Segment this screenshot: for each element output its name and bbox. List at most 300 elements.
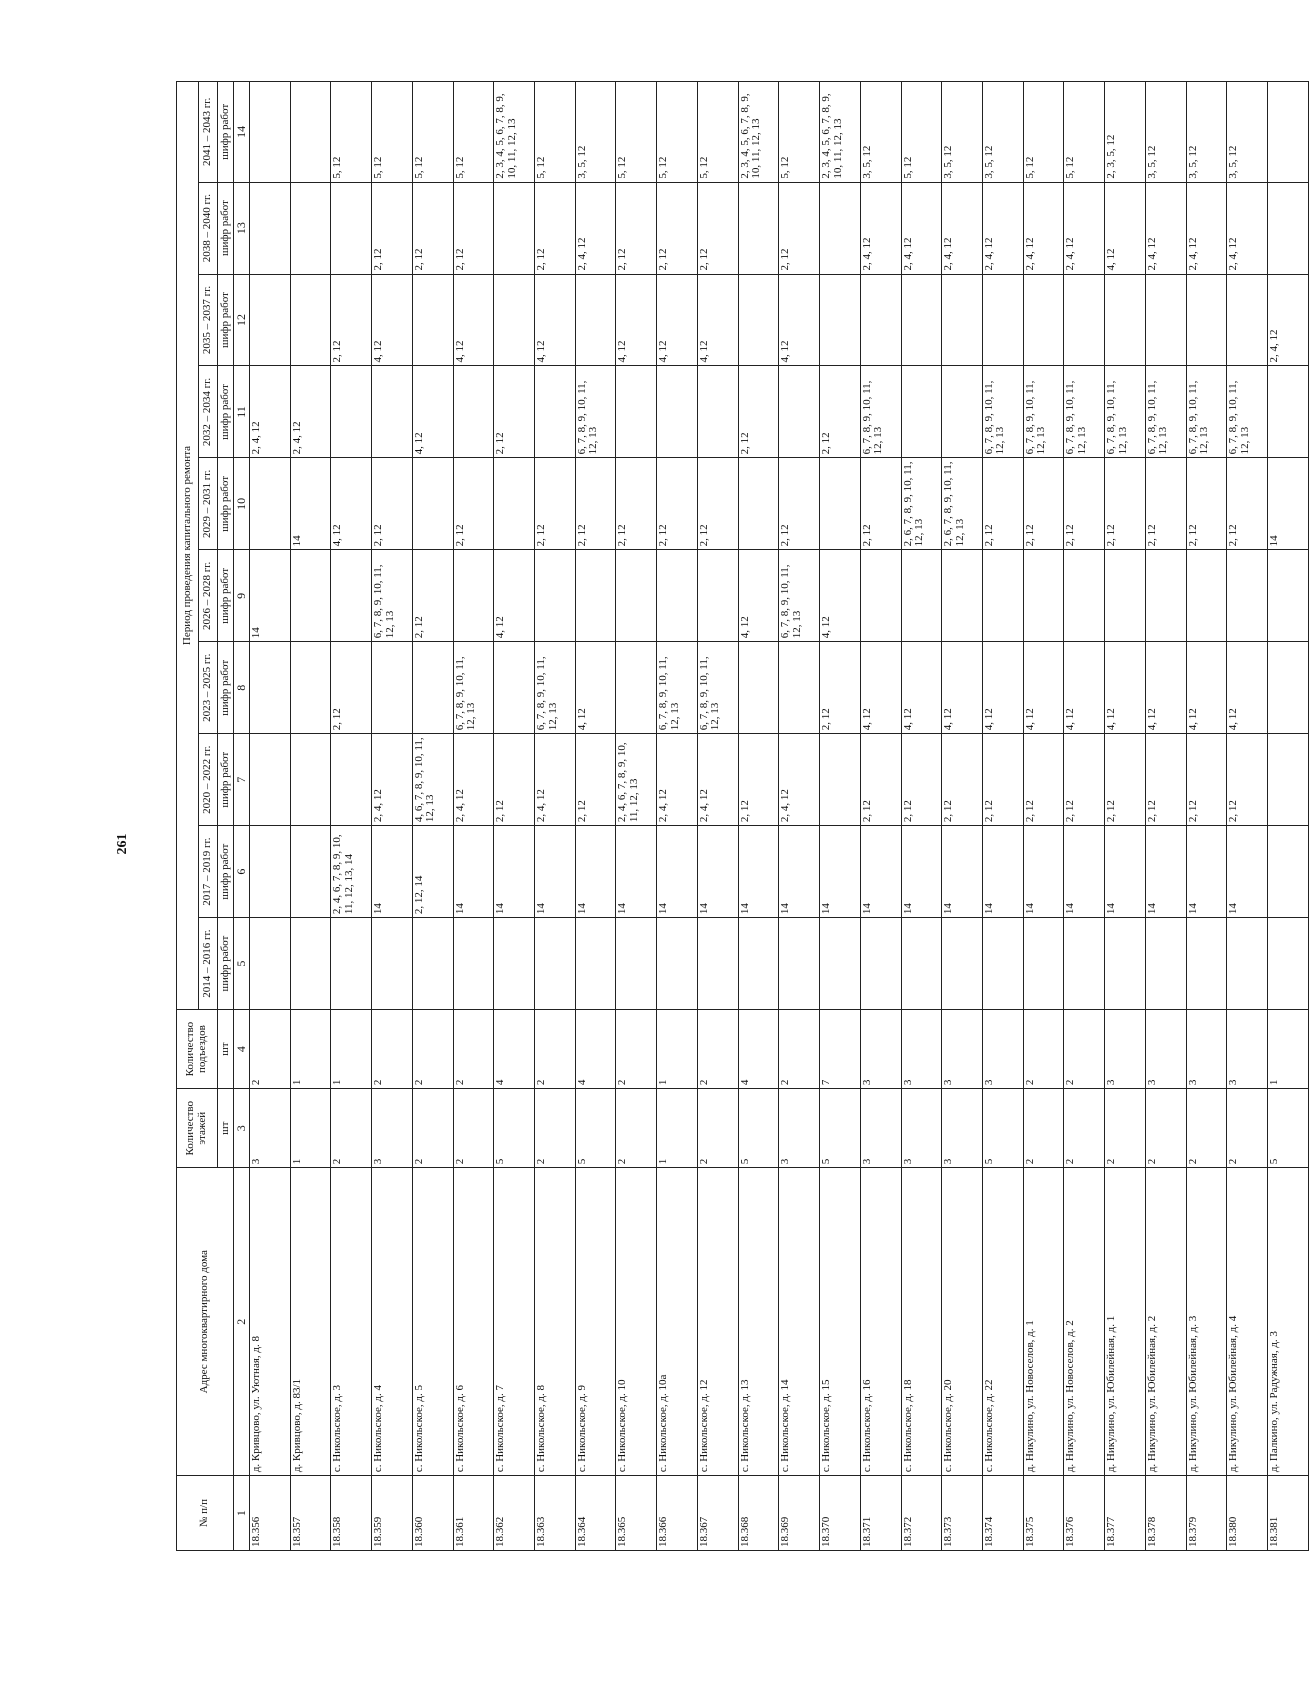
code-label: шифр работ bbox=[218, 550, 234, 642]
row-floors: 2 bbox=[412, 1089, 453, 1168]
row-number: 18.369 bbox=[779, 1476, 820, 1551]
header-unit-entrances: шт bbox=[218, 1010, 234, 1089]
work-codes-cell: 2, 4, 12 bbox=[1064, 182, 1105, 274]
work-codes-cell: 3, 5, 12 bbox=[575, 82, 616, 183]
work-codes-cell: 5, 12 bbox=[535, 82, 576, 183]
row-address: д. Никулино, ул. Юбилейная, д. 3 bbox=[1186, 1168, 1227, 1476]
work-codes-cell: 2, 12 bbox=[1227, 734, 1268, 826]
work-codes-cell bbox=[657, 550, 698, 642]
work-codes-cell bbox=[250, 642, 291, 734]
code-label: шифр работ bbox=[218, 182, 234, 274]
code-label: шифр работ bbox=[218, 82, 234, 183]
row-address: с. Никольское, д. 15 bbox=[820, 1168, 861, 1476]
work-codes-cell: 2, 12 bbox=[372, 182, 413, 274]
row-floors: 3 bbox=[779, 1089, 820, 1168]
work-codes-cell: 2, 4, 12 bbox=[1186, 182, 1227, 274]
work-codes-cell bbox=[1267, 82, 1308, 183]
row-floors: 3 bbox=[250, 1089, 291, 1168]
row-entrances: 3 bbox=[942, 1010, 983, 1089]
table-row bbox=[860, 82, 901, 1551]
work-codes-cell: 4, 12 bbox=[412, 366, 453, 458]
work-codes-cell bbox=[290, 918, 331, 1010]
work-codes-cell bbox=[1105, 550, 1146, 642]
work-codes-cell: 14 bbox=[1145, 826, 1186, 918]
work-codes-cell: 6, 7, 8, 9, 10, 11, 12, 13 bbox=[1145, 366, 1186, 458]
row-number: 18.378 bbox=[1145, 1476, 1186, 1551]
row-address: с. Никольское, д. 22 bbox=[982, 1168, 1023, 1476]
row-address: с. Никольское, д. 13 bbox=[738, 1168, 779, 1476]
row-address: с. Никольское, д. 6 bbox=[453, 1168, 494, 1476]
work-codes-cell: 2, 4, 12 bbox=[1023, 182, 1064, 274]
row-entrances: 2 bbox=[250, 1010, 291, 1089]
table-row bbox=[1105, 82, 1146, 1551]
code-label: шифр работ bbox=[218, 274, 234, 366]
table-row bbox=[1267, 82, 1308, 1551]
column-number: 11 bbox=[234, 366, 250, 458]
work-codes-cell bbox=[575, 274, 616, 366]
work-codes-cell: 4, 12 bbox=[1064, 642, 1105, 734]
row-entrances: 1 bbox=[290, 1010, 331, 1089]
work-codes-cell bbox=[290, 734, 331, 826]
work-codes-cell bbox=[1186, 274, 1227, 366]
work-codes-cell: 2, 4, 6, 7, 8, 9, 10, 11, 12, 13 bbox=[616, 734, 657, 826]
work-codes-cell: 6, 7, 8, 9, 10, 11, 12, 13 bbox=[453, 642, 494, 734]
work-codes-cell bbox=[575, 918, 616, 1010]
work-codes-cell: 4, 12 bbox=[982, 642, 1023, 734]
work-codes-cell: 5, 12 bbox=[1023, 82, 1064, 183]
work-codes-cell: 5, 12 bbox=[412, 82, 453, 183]
row-floors: 2 bbox=[697, 1089, 738, 1168]
row-number: 18.375 bbox=[1023, 1476, 1064, 1551]
work-codes-cell bbox=[331, 182, 372, 274]
work-codes-cell: 3, 5, 12 bbox=[982, 82, 1023, 183]
work-codes-cell bbox=[1105, 274, 1146, 366]
work-codes-cell: 2, 4, 12 bbox=[942, 182, 983, 274]
table-row bbox=[738, 82, 779, 1551]
work-codes-cell bbox=[616, 550, 657, 642]
row-address: д. Никулино, ул. Юбилейная, д. 1 bbox=[1105, 1168, 1146, 1476]
work-codes-cell: 2, 12 bbox=[453, 458, 494, 550]
work-codes-cell bbox=[697, 550, 738, 642]
work-codes-cell bbox=[535, 550, 576, 642]
work-codes-cell: 2, 4, 12 bbox=[982, 182, 1023, 274]
work-codes-cell: 6, 7, 8, 9, 10, 11, 12, 13 bbox=[697, 642, 738, 734]
work-codes-cell: 2, 4, 12 bbox=[779, 734, 820, 826]
row-floors: 3 bbox=[942, 1089, 983, 1168]
work-codes-cell bbox=[250, 918, 291, 1010]
row-entrances: 7 bbox=[820, 1010, 861, 1089]
work-codes-cell: 2, 4, 12 bbox=[1227, 182, 1268, 274]
column-number: 6 bbox=[234, 826, 250, 918]
work-codes-cell: 2, 6, 7, 8, 9, 10, 11, 12, 13 bbox=[942, 458, 983, 550]
work-codes-cell bbox=[738, 458, 779, 550]
work-codes-cell bbox=[372, 918, 413, 1010]
work-codes-cell: 6, 7, 8, 9, 10, 11, 12, 13 bbox=[779, 550, 820, 642]
period-header: 2014 – 2016 гг. bbox=[199, 918, 218, 1010]
table-row bbox=[1023, 82, 1064, 1551]
row-address: д. Никулино, ул. Новоселов, д. 1 bbox=[1023, 1168, 1064, 1476]
column-number: 9 bbox=[234, 550, 250, 642]
work-codes-cell: 5, 12 bbox=[616, 82, 657, 183]
row-address: с. Никольское, д. 4 bbox=[372, 1168, 413, 1476]
row-entrances: 2 bbox=[1023, 1010, 1064, 1089]
work-codes-cell: 4, 12 bbox=[901, 642, 942, 734]
row-floors: 2 bbox=[1145, 1089, 1186, 1168]
work-codes-cell bbox=[1227, 918, 1268, 1010]
work-codes-cell bbox=[820, 918, 861, 1010]
work-codes-cell bbox=[1064, 274, 1105, 366]
work-codes-cell: 5, 12 bbox=[657, 82, 698, 183]
work-codes-cell bbox=[290, 550, 331, 642]
table-row bbox=[412, 82, 453, 1551]
work-codes-cell bbox=[250, 458, 291, 550]
row-floors: 5 bbox=[494, 1089, 535, 1168]
row-entrances: 2 bbox=[535, 1010, 576, 1089]
work-codes-cell: 4, 12 bbox=[942, 642, 983, 734]
work-codes-cell: 4, 12 bbox=[1105, 182, 1146, 274]
work-codes-cell: 4, 12 bbox=[738, 550, 779, 642]
work-codes-cell bbox=[982, 550, 1023, 642]
table-row bbox=[535, 82, 576, 1551]
work-codes-cell: 2, 12 bbox=[860, 734, 901, 826]
row-address: с. Никольское, д. 3 bbox=[331, 1168, 372, 1476]
work-codes-cell bbox=[494, 918, 535, 1010]
row-address: с. Никольское, д. 5 bbox=[412, 1168, 453, 1476]
work-codes-cell: 14 bbox=[250, 550, 291, 642]
work-codes-cell bbox=[250, 82, 291, 183]
work-codes-cell: 4, 12 bbox=[697, 274, 738, 366]
work-codes-cell bbox=[860, 550, 901, 642]
row-number: 18.361 bbox=[453, 1476, 494, 1551]
work-codes-cell: 2, 4, 12 bbox=[1267, 274, 1308, 366]
work-codes-cell: 2, 12 bbox=[820, 366, 861, 458]
row-entrances: 2 bbox=[697, 1010, 738, 1089]
period-header: 2029 – 2031 гг. bbox=[199, 458, 218, 550]
row-address: с. Никольское, д. 9 bbox=[575, 1168, 616, 1476]
work-codes-cell: 14 bbox=[1023, 826, 1064, 918]
row-address: с. Никольское, д. 7 bbox=[494, 1168, 535, 1476]
row-number: 18.376 bbox=[1064, 1476, 1105, 1551]
work-codes-cell: 4, 12 bbox=[1186, 642, 1227, 734]
row-number: 18.373 bbox=[942, 1476, 983, 1551]
work-codes-cell: 2, 12 bbox=[1227, 458, 1268, 550]
work-codes-cell bbox=[1105, 918, 1146, 1010]
work-codes-cell: 14 bbox=[1105, 826, 1146, 918]
table-row bbox=[331, 82, 372, 1551]
work-codes-cell: 2, 12 bbox=[453, 182, 494, 274]
work-codes-cell: 2, 3, 4, 5, 6, 7, 8, 9, 10, 11, 12, 13 bbox=[820, 82, 861, 183]
work-codes-cell: 2, 12 bbox=[860, 458, 901, 550]
row-address: с. Никольское, д. 10 bbox=[616, 1168, 657, 1476]
work-codes-cell: 2, 4, 12 bbox=[290, 366, 331, 458]
code-label: шифр работ bbox=[218, 366, 234, 458]
work-codes-cell bbox=[494, 274, 535, 366]
table-row bbox=[372, 82, 413, 1551]
table-row bbox=[697, 82, 738, 1551]
work-codes-cell: 6, 7, 8, 9, 10, 11, 12, 13 bbox=[372, 550, 413, 642]
row-number: 18.380 bbox=[1227, 1476, 1268, 1551]
table-row bbox=[657, 82, 698, 1551]
work-codes-cell bbox=[779, 366, 820, 458]
work-codes-cell bbox=[901, 550, 942, 642]
row-entrances: 1 bbox=[657, 1010, 698, 1089]
work-codes-cell bbox=[697, 366, 738, 458]
work-codes-cell bbox=[779, 918, 820, 1010]
work-codes-cell bbox=[616, 366, 657, 458]
row-floors: 5 bbox=[1267, 1089, 1308, 1168]
column-number: 3 bbox=[234, 1089, 250, 1168]
work-codes-cell: 3, 5, 12 bbox=[1186, 82, 1227, 183]
row-number: 18.381 bbox=[1267, 1476, 1308, 1551]
work-codes-cell: 2, 4, 6, 7, 8, 9, 10, 11, 12, 13, 14 bbox=[331, 826, 372, 918]
work-codes-cell: 4, 12 bbox=[1227, 642, 1268, 734]
row-floors: 2 bbox=[331, 1089, 372, 1168]
work-codes-cell: 2, 12, 14 bbox=[412, 826, 453, 918]
period-header: 2035 – 2037 гг. bbox=[199, 274, 218, 366]
work-codes-cell bbox=[942, 918, 983, 1010]
work-codes-cell: 2, 12 bbox=[331, 274, 372, 366]
row-number: 18.368 bbox=[738, 1476, 779, 1551]
row-floors: 5 bbox=[575, 1089, 616, 1168]
row-address: д. Кривцово, д. 83/1 bbox=[290, 1168, 331, 1476]
row-address: с. Никольское, д. 20 bbox=[942, 1168, 983, 1476]
work-codes-cell: 2, 12 bbox=[1105, 734, 1146, 826]
row-number: 18.371 bbox=[860, 1476, 901, 1551]
work-codes-cell: 4, 12 bbox=[575, 642, 616, 734]
work-codes-cell: 2, 4, 12 bbox=[657, 734, 698, 826]
row-address: д. Никулино, ул. Юбилейная, д. 2 bbox=[1145, 1168, 1186, 1476]
row-number: 18.358 bbox=[331, 1476, 372, 1551]
work-codes-cell bbox=[412, 274, 453, 366]
work-codes-cell bbox=[1267, 550, 1308, 642]
period-header: 2017 – 2019 гг. bbox=[199, 826, 218, 918]
table-row bbox=[453, 82, 494, 1551]
work-codes-cell: 5, 12 bbox=[901, 82, 942, 183]
work-codes-cell: 14 bbox=[1186, 826, 1227, 918]
row-number: 18.359 bbox=[372, 1476, 413, 1551]
table-row bbox=[779, 82, 820, 1551]
row-address: д. Палкино, ул. Радужная, д. 3 bbox=[1267, 1168, 1308, 1476]
work-codes-cell bbox=[901, 366, 942, 458]
row-address: с. Никольское, д. 18 bbox=[901, 1168, 942, 1476]
work-codes-cell bbox=[1145, 918, 1186, 1010]
work-codes-cell bbox=[901, 274, 942, 366]
row-address: с. Никольское, д. 10а bbox=[657, 1168, 698, 1476]
work-codes-cell: 2, 12 bbox=[820, 642, 861, 734]
work-codes-cell: 2, 4, 12 bbox=[453, 734, 494, 826]
work-codes-cell: 14 bbox=[1227, 826, 1268, 918]
row-entrances: 4 bbox=[738, 1010, 779, 1089]
row-floors: 2 bbox=[453, 1089, 494, 1168]
work-codes-cell: 4, 12 bbox=[1023, 642, 1064, 734]
work-codes-cell: 6, 7, 8, 9, 10, 11, 12, 13 bbox=[860, 366, 901, 458]
work-codes-cell bbox=[1023, 274, 1064, 366]
work-codes-cell: 3, 5, 12 bbox=[860, 82, 901, 183]
work-codes-cell bbox=[1267, 182, 1308, 274]
work-codes-cell: 5, 12 bbox=[779, 82, 820, 183]
column-number: 1 bbox=[234, 1476, 250, 1551]
work-codes-cell: 6, 7, 8, 9, 10, 11, 12, 13 bbox=[1064, 366, 1105, 458]
row-floors: 2 bbox=[1064, 1089, 1105, 1168]
work-codes-cell bbox=[982, 918, 1023, 1010]
work-codes-cell bbox=[1023, 918, 1064, 1010]
row-entrances: 1 bbox=[331, 1010, 372, 1089]
column-number: 12 bbox=[234, 274, 250, 366]
work-codes-cell: 2, 12 bbox=[372, 458, 413, 550]
work-codes-cell: 4, 12 bbox=[860, 642, 901, 734]
work-codes-cell bbox=[250, 274, 291, 366]
work-codes-cell bbox=[616, 642, 657, 734]
work-codes-cell: 2, 12 bbox=[942, 734, 983, 826]
work-codes-cell bbox=[535, 366, 576, 458]
work-codes-cell bbox=[697, 918, 738, 1010]
work-codes-cell: 4, 12 bbox=[535, 274, 576, 366]
work-codes-cell: 2, 12 bbox=[575, 458, 616, 550]
work-codes-cell bbox=[657, 918, 698, 1010]
code-label: шифр работ bbox=[218, 458, 234, 550]
work-codes-cell: 2, 12 bbox=[738, 734, 779, 826]
period-header: 2041 – 2043 гг. bbox=[199, 82, 218, 183]
work-codes-cell bbox=[820, 274, 861, 366]
work-codes-cell bbox=[1267, 642, 1308, 734]
table-row bbox=[616, 82, 657, 1551]
header-unit-floors: шт bbox=[218, 1089, 234, 1168]
work-codes-cell bbox=[1064, 550, 1105, 642]
work-codes-cell: 5, 12 bbox=[697, 82, 738, 183]
work-codes-cell: 2, 12 bbox=[412, 182, 453, 274]
work-codes-cell: 4, 6, 7, 8, 9, 10, 11, 12, 13 bbox=[412, 734, 453, 826]
work-codes-cell: 4, 12 bbox=[657, 274, 698, 366]
work-codes-cell bbox=[250, 182, 291, 274]
work-codes-cell bbox=[412, 918, 453, 1010]
work-codes-cell: 2, 12 bbox=[779, 458, 820, 550]
row-address: с. Никольское, д. 16 bbox=[860, 1168, 901, 1476]
column-number: 7 bbox=[234, 734, 250, 826]
row-floors: 2 bbox=[1227, 1089, 1268, 1168]
work-codes-cell: 2, 4, 12 bbox=[575, 182, 616, 274]
table-row bbox=[250, 82, 291, 1551]
work-codes-cell: 4, 12 bbox=[494, 550, 535, 642]
work-codes-cell: 4, 12 bbox=[616, 274, 657, 366]
work-codes-cell bbox=[494, 642, 535, 734]
work-codes-cell: 5, 12 bbox=[453, 82, 494, 183]
work-codes-cell: 2, 4, 12 bbox=[372, 734, 413, 826]
work-codes-cell bbox=[820, 458, 861, 550]
work-codes-cell bbox=[250, 826, 291, 918]
period-header: 2023 – 2025 гг. bbox=[199, 642, 218, 734]
row-entrances: 2 bbox=[372, 1010, 413, 1089]
work-codes-cell bbox=[535, 918, 576, 1010]
row-entrances: 3 bbox=[1186, 1010, 1227, 1089]
code-label: шифр работ bbox=[218, 734, 234, 826]
row-floors: 2 bbox=[1186, 1089, 1227, 1168]
row-entrances: 3 bbox=[860, 1010, 901, 1089]
table-row bbox=[290, 82, 331, 1551]
row-entrances: 1 bbox=[1267, 1010, 1308, 1089]
table-row bbox=[942, 82, 983, 1551]
work-codes-cell bbox=[453, 366, 494, 458]
work-codes-cell bbox=[1186, 918, 1227, 1010]
row-number: 18.377 bbox=[1105, 1476, 1146, 1551]
work-codes-cell: 6, 7, 8, 9, 10, 11, 12, 13 bbox=[1105, 366, 1146, 458]
row-floors: 5 bbox=[982, 1089, 1023, 1168]
work-codes-cell: 2, 4, 12 bbox=[535, 734, 576, 826]
work-codes-cell: 4, 12 bbox=[779, 274, 820, 366]
row-number: 18.357 bbox=[290, 1476, 331, 1551]
work-codes-cell: 6, 7, 8, 9, 10, 11, 12, 13 bbox=[1227, 366, 1268, 458]
work-codes-cell bbox=[820, 734, 861, 826]
row-floors: 2 bbox=[535, 1089, 576, 1168]
work-codes-cell: 5, 12 bbox=[331, 82, 372, 183]
period-header: 2038 – 2040 гг. bbox=[199, 182, 218, 274]
work-codes-cell: 2, 12 bbox=[575, 734, 616, 826]
work-codes-cell bbox=[738, 642, 779, 734]
row-number: 18.360 bbox=[412, 1476, 453, 1551]
row-floors: 3 bbox=[372, 1089, 413, 1168]
work-codes-cell bbox=[290, 826, 331, 918]
work-codes-cell: 14 bbox=[535, 826, 576, 918]
work-codes-cell: 2, 12 bbox=[1145, 458, 1186, 550]
work-codes-cell: 2, 12 bbox=[697, 182, 738, 274]
work-codes-cell bbox=[860, 918, 901, 1010]
table-row bbox=[1145, 82, 1186, 1551]
work-codes-cell bbox=[494, 458, 535, 550]
work-codes-cell: 2, 12 bbox=[697, 458, 738, 550]
work-codes-cell bbox=[1227, 550, 1268, 642]
work-codes-cell bbox=[412, 642, 453, 734]
work-codes-cell: 6, 7, 8, 9, 10, 11, 12, 13 bbox=[535, 642, 576, 734]
row-floors: 5 bbox=[820, 1089, 861, 1168]
row-address: д. Никулино, ул. Юбилейная, д. 4 bbox=[1227, 1168, 1268, 1476]
work-codes-cell: 6, 7, 8, 9, 10, 11, 12, 13 bbox=[1186, 366, 1227, 458]
row-number: 18.372 bbox=[901, 1476, 942, 1551]
work-codes-cell: 2, 12 bbox=[657, 458, 698, 550]
row-floors: 3 bbox=[860, 1089, 901, 1168]
work-codes-cell bbox=[453, 550, 494, 642]
work-codes-cell bbox=[1267, 366, 1308, 458]
row-entrances: 3 bbox=[982, 1010, 1023, 1089]
work-codes-cell bbox=[616, 918, 657, 1010]
page-number: 261 bbox=[115, 833, 130, 855]
code-label: шифр работ bbox=[218, 826, 234, 918]
work-codes-cell: 4, 12 bbox=[820, 550, 861, 642]
column-number: 14 bbox=[234, 82, 250, 183]
work-codes-cell: 14 bbox=[779, 826, 820, 918]
row-address: д. Никулино, ул. Новоселов, д. 2 bbox=[1064, 1168, 1105, 1476]
rotated-table-container bbox=[176, 81, 1309, 1551]
work-codes-cell: 2, 4, 12 bbox=[901, 182, 942, 274]
work-codes-cell bbox=[738, 182, 779, 274]
work-codes-cell: 2, 12 bbox=[494, 366, 535, 458]
work-codes-cell: 2, 3, 5, 12 bbox=[1105, 82, 1146, 183]
work-codes-cell: 14 bbox=[820, 826, 861, 918]
table-row bbox=[1227, 82, 1268, 1551]
header-address: Адрес многоквартирного дома bbox=[177, 1168, 234, 1476]
table-row bbox=[820, 82, 861, 1551]
row-number: 18.364 bbox=[575, 1476, 616, 1551]
column-number: 8 bbox=[234, 642, 250, 734]
work-codes-cell: 2, 12 bbox=[331, 642, 372, 734]
row-entrances: 4 bbox=[575, 1010, 616, 1089]
work-codes-cell: 2, 4, 12 bbox=[860, 182, 901, 274]
row-address: с. Никольское, д. 14 bbox=[779, 1168, 820, 1476]
row-entrances: 2 bbox=[779, 1010, 820, 1089]
header-floors: Количество этажей bbox=[177, 1089, 218, 1168]
work-codes-cell: 2, 12 bbox=[738, 366, 779, 458]
period-header: 2026 – 2028 гг. bbox=[199, 550, 218, 642]
table-row bbox=[901, 82, 942, 1551]
work-codes-cell bbox=[1145, 274, 1186, 366]
